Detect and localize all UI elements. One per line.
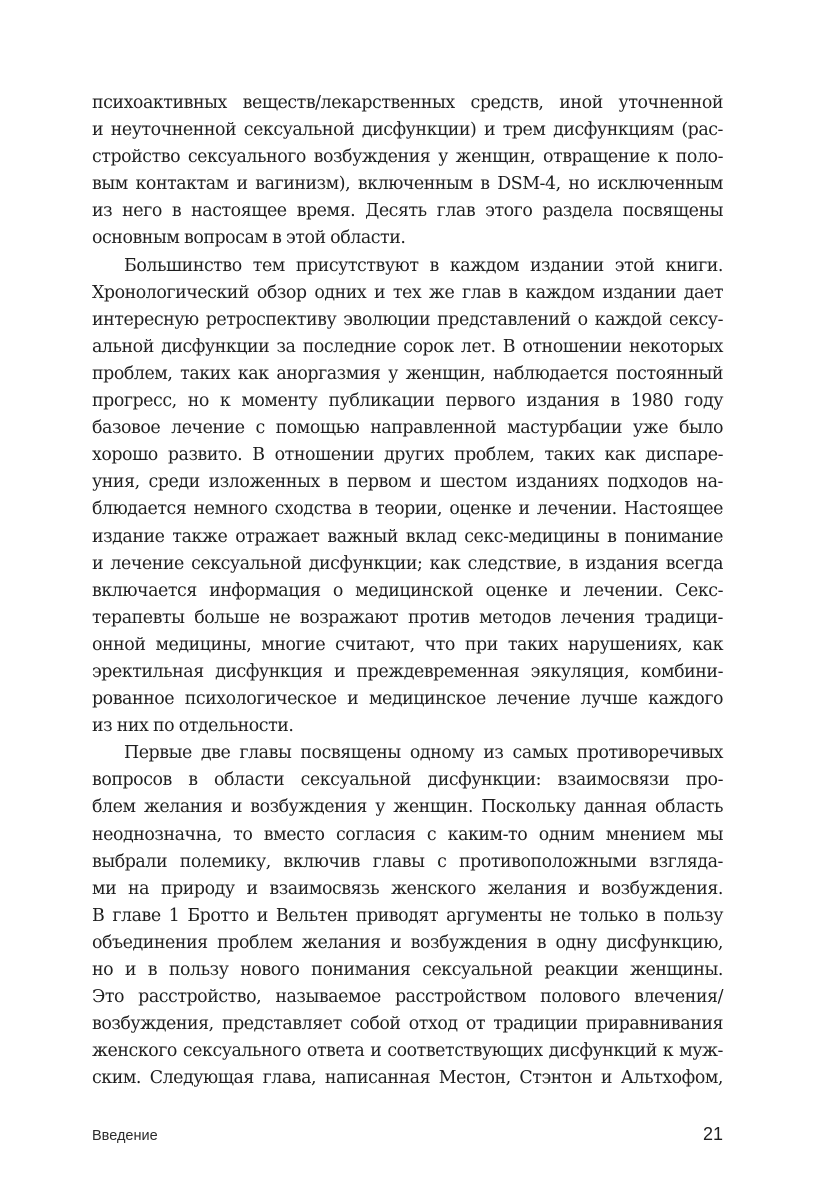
text-line: ским. Следующая глава, написанная Местон, Стэнтон и Альтхофом, xyxy=(92,1068,723,1089)
text-line: вопросов в области сексуальной дисфункции: взаимосвязи про- xyxy=(92,770,723,791)
paragraph xyxy=(92,90,723,253)
text-line: терапевты больше не возражают против методов лечения традици- xyxy=(92,607,723,628)
paragraph xyxy=(92,740,723,1092)
text-line: неоднозначна, то вместо согласия с каким-то одним мнением мы xyxy=(92,824,723,845)
text-line: вым контактам и вагинизм), включенным в DSM-4, но исключенным xyxy=(92,174,723,195)
text-line: женского сексуального ответа и соответствующих дисфункций к муж- xyxy=(92,1041,723,1062)
text-line: выбрали полемику, включив главы с противоположными взгляда- xyxy=(92,851,723,872)
text-line: базовое лечение с помощью направленной мастурбации уже было xyxy=(92,418,723,439)
text-line: рованное психологическое и медицинское лечение лучше каждого xyxy=(92,689,723,710)
text-line: и лечение сексуальной дисфункции; как следствие, в издания всегда xyxy=(92,553,723,574)
body-text xyxy=(92,90,723,1092)
text-line: издание также отражает важный вклад секс-медицины в понимание xyxy=(92,526,723,547)
text-line: из него в настоящее время. Десять глав этого раздела посвящены xyxy=(92,201,723,222)
text-line: из них по отдельности. xyxy=(92,716,294,737)
text-line: проблем, таких как аноргазмия у женщин, наблюдается постоянный xyxy=(92,363,723,384)
text-line: ми на природу и взаимосвязь женского желания и возбуждения. xyxy=(92,878,723,899)
text-line: интересную ретроспективу эволюции представлений о каждой сексу- xyxy=(92,309,723,330)
text-line: альной дисфункции за последние сорок лет. В отношении некоторых xyxy=(92,336,723,357)
page-number: 21 xyxy=(702,1124,723,1144)
text-line: эректильная дисфункция и преждевременная эякуляция, комбини- xyxy=(92,661,723,682)
text-line: В главе 1 Бротто и Вельтен приводят аргументы не только в пользу xyxy=(92,905,723,926)
text-line: прогресс, но к моменту публикации первого издания в 1980 году xyxy=(92,391,723,412)
running-footer-section: Введение xyxy=(92,1128,158,1144)
text-line: хорошо развито. В отношении других проблем, таких как диспаре- xyxy=(92,445,723,466)
text-line: онной медицины, многие считают, что при таких нарушениях, как xyxy=(92,634,723,655)
text-line: Хронологический обзор одних и тех же глав в каждом издании дает xyxy=(92,282,723,303)
text-line: и неуточненной сексуальной дисфункции) и трем дисфункциям (рас- xyxy=(92,120,723,141)
text-line: основным вопросам в этой области. xyxy=(92,228,406,249)
text-line: уния, среди изложенных в первом и шестом изданиях подходов на- xyxy=(92,472,723,493)
text-line: объединения проблем желания и возбуждения в одну дисфункцию, xyxy=(92,932,723,953)
text-line: Это расстройство, называемое расстройством полового влечения/ xyxy=(92,987,723,1008)
text-line: блюдается немного сходства в теории, оценке и лечении. Настоящее xyxy=(92,499,723,520)
text-line: Первые две главы посвящены одному из самых противоречивых xyxy=(124,743,723,764)
text-line: включается информация о медицинской оценке и лечении. Секс- xyxy=(92,580,723,601)
text-line: возбуждения, представляет собой отход от традиции приравнивания xyxy=(92,1014,723,1035)
text-line: блем желания и возбуждения у женщин. Поскольку данная область xyxy=(92,797,723,818)
text-line: стройство сексуального возбуждения у женщин, отвращение к поло- xyxy=(92,147,723,168)
text-line: но и в пользу нового понимания сексуальной реакции женщины. xyxy=(92,960,723,980)
text-line: Большинство тем присутствуют в каждом издании этой книги. xyxy=(124,255,723,276)
paragraph xyxy=(92,253,723,741)
text-line: психоактивных веществ/лекарственных средств, иной уточненной xyxy=(92,93,723,113)
